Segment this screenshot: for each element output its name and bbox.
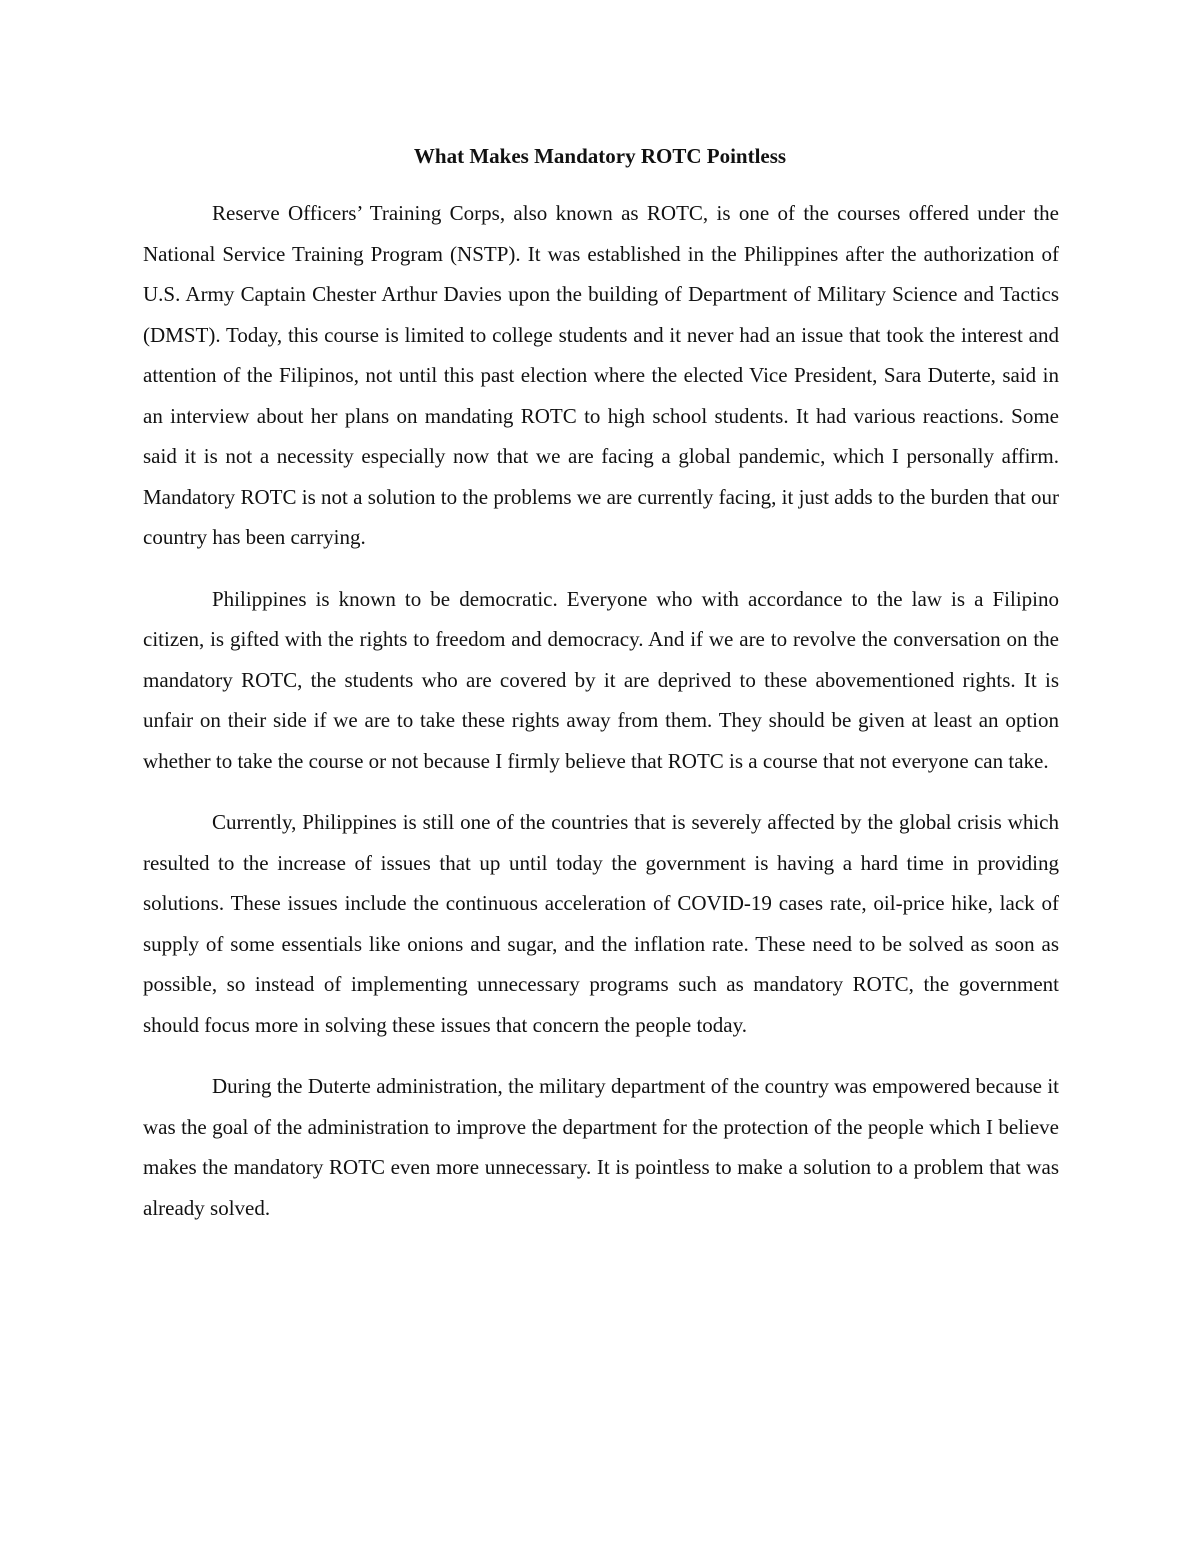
paragraph-3: Currently, Philippines is still one of the countries that is severely affected by the global crisis which resulted to the increase of issues that up until today the government is having a hard time in providing solutions. These issues include the continuous acceleration of COVID-19 cases rate, oil-price hike, lack of supply of some essentials like onions and sugar, and the inflation rate. These need to be solved as soon as possible, so instead of implementing unnecessary programs such as mandatory ROTC, the government should focus more in solving these issues that concern the people today. <box>143 810 1059 1037</box>
document-title: What Makes Mandatory ROTC Pointless <box>413 144 787 168</box>
paragraph-2: Philippines is known to be democratic. Everyone who with accordance to the law is a Filipino citizen, is gifted with the rights to freedom and democracy. And if we are to revolve the conversation on the mandatory ROTC, the students who are covered by it are deprived to these abovementioned rights. It is unfair on their side if we are to take these rights away from them. They should be given at least an option whether to take the course or not because I firmly believe that ROTC is a course that not everyone can take. <box>143 586 1059 773</box>
paragraph-4: During the Duterte administration, the military department of the country was empowered because it was the goal of the administration to improve the department for the protection of the people which I believe makes the mandatory ROTC even more unnecessary. It is pointless to make a solution to a problem that was already solved. <box>143 1074 1059 1220</box>
document-body <box>143 193 1059 1249</box>
paragraph-1: Reserve Officers’ Training Corps, also known as ROTC, is one of the courses offered under the National Service Training Program (NSTP). It was established in the Philippines after the authorization of U.S. Army Captain Chester Arthur Davies upon the building of Department of Military Science and Tactics (DMST). Today, this course is limited to college students and it never had an issue that took the interest and attention of the Filipinos, not until this past election where the elected Vice President, Sara Duterte, said in an interview about her plans on mandating ROTC to high school students. It had various reactions. Some said it is not a necessity especially now that we are facing a global pandemic, which I personally affirm. Mandatory ROTC is not a solution to the problems we are currently facing, it just adds to the burden that our country has been carrying. <box>143 201 1059 549</box>
